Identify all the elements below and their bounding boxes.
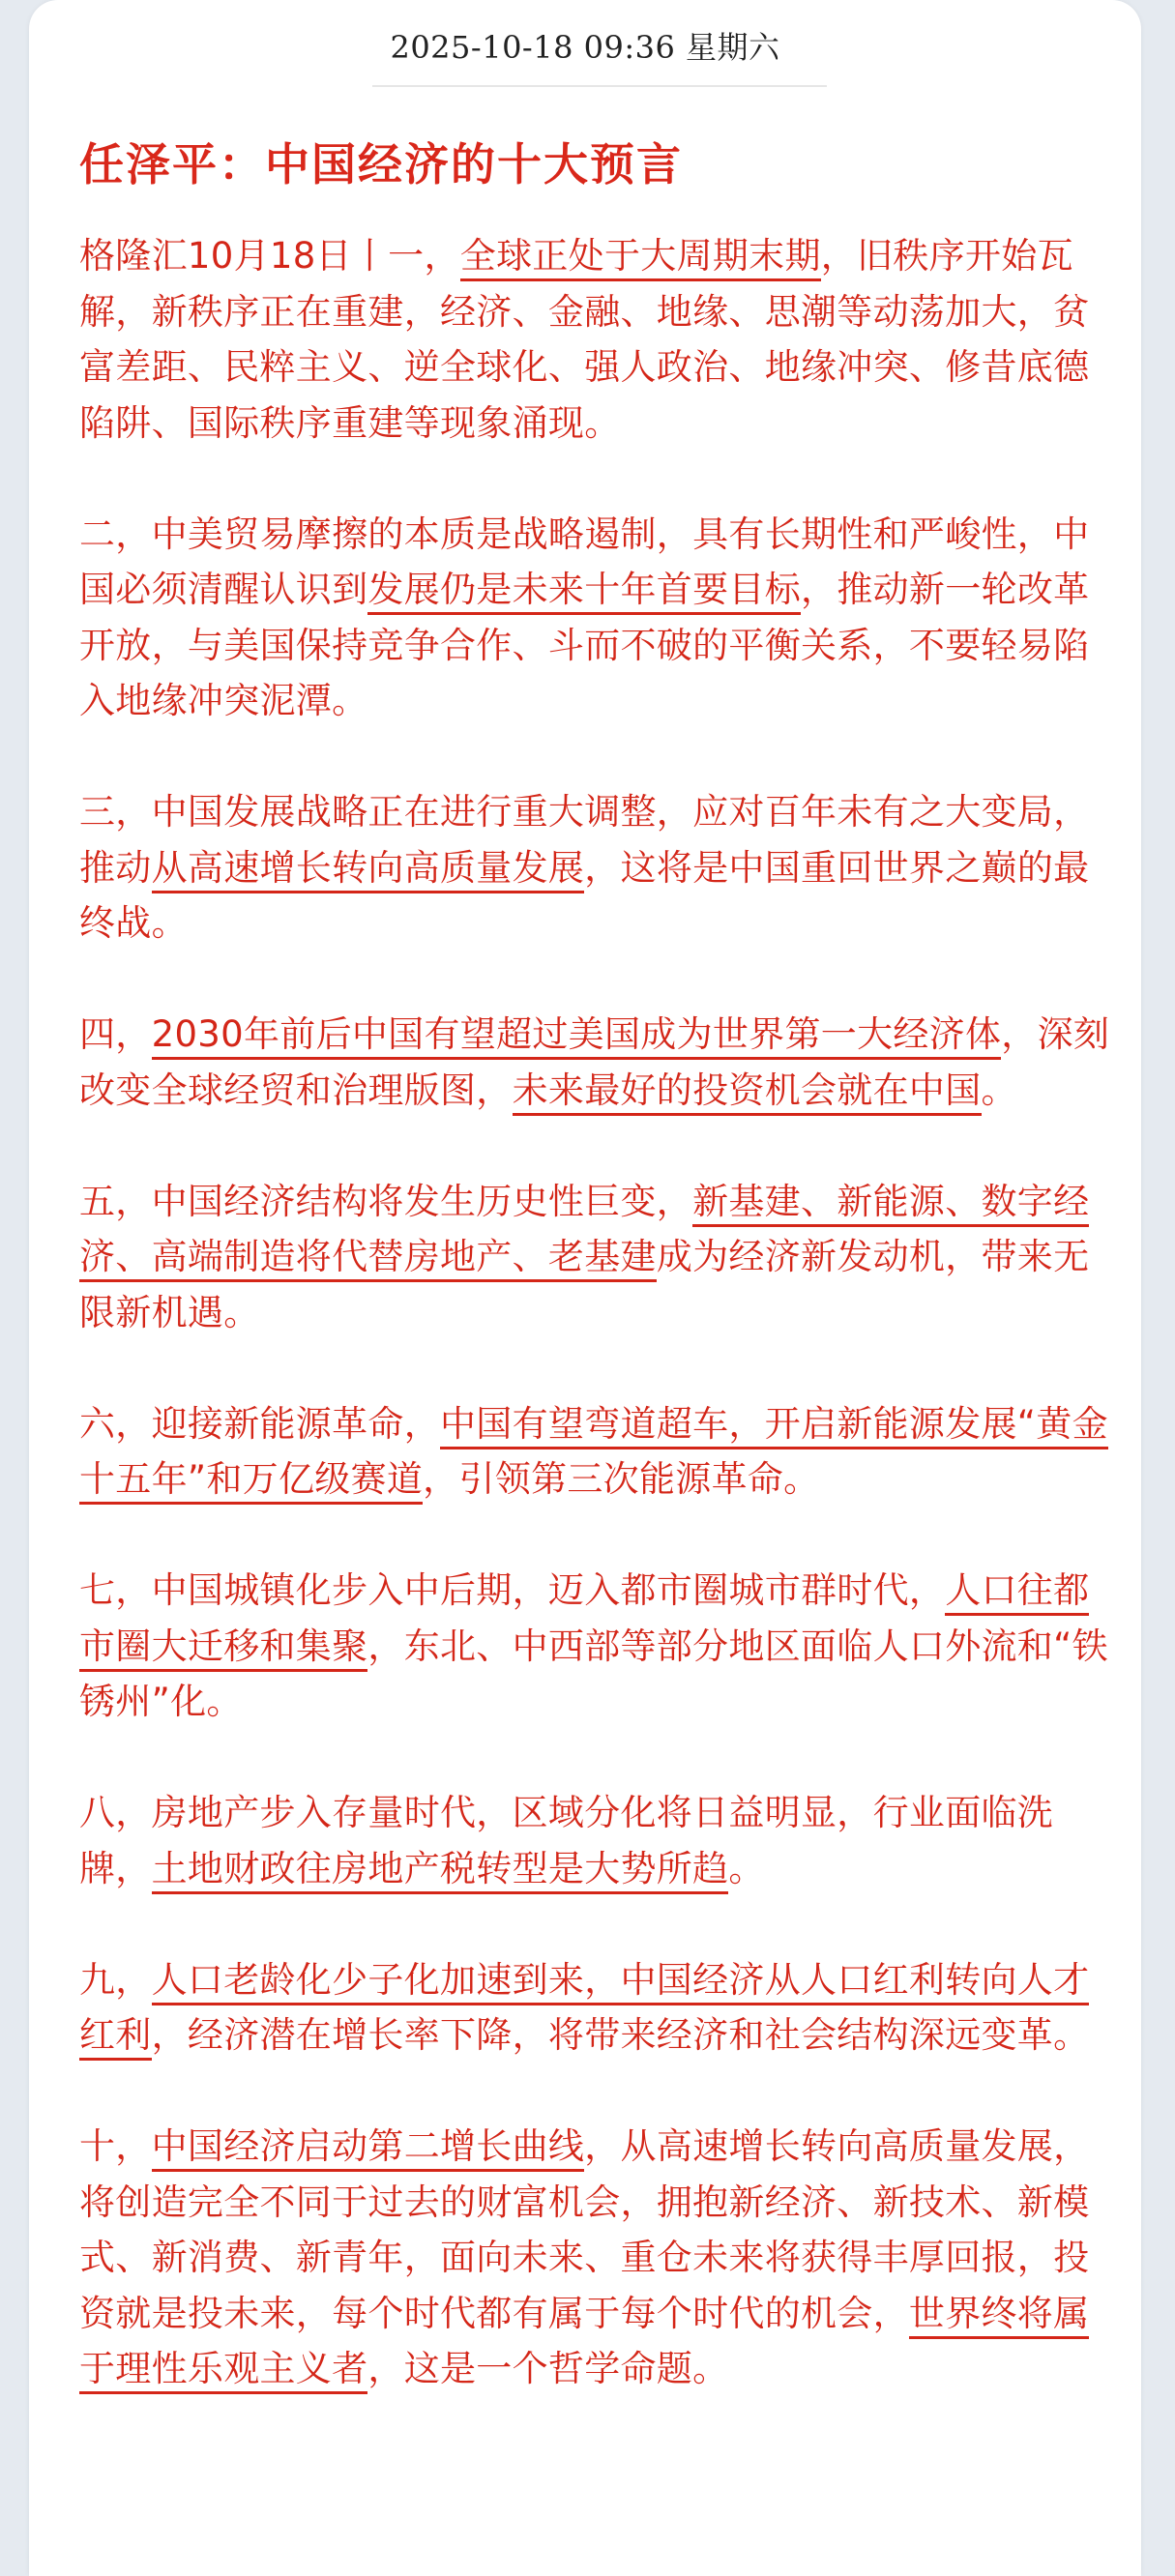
paragraph-text: 六，迎接新能源革命， <box>79 1402 440 1445</box>
paragraph-text: 成为经济新发动机，带来无限新机遇。 <box>79 1236 1090 1333</box>
highlighted-phrase: 从高速增长转向高质量发展 <box>152 847 585 893</box>
highlighted-phrase: 土地财政往房地产税转型是大势所趋 <box>152 1848 729 1894</box>
paragraph-5 <box>79 1174 1122 1341</box>
article-title: 任泽平：中国经济的十大预言 <box>79 138 683 190</box>
paragraph-9 <box>79 1952 1122 2064</box>
paragraph-text: 七，中国城镇化步入中后期，迈入都市圈城市群时代， <box>79 1569 946 1611</box>
paragraph-text: ，引领第三次能源革命。 <box>423 1458 820 1500</box>
paragraph-text: ，东北、中西部等部分地区面临人口外流和“铁锈州”化。 <box>79 1625 1108 1722</box>
paragraph-8 <box>79 1785 1122 1896</box>
paragraph-text: 格隆汇10月18日丨一， <box>79 235 460 277</box>
paragraph-text: ，深刻改变全球经贸和治理版图， <box>79 1013 1110 1111</box>
paragraph-text: 十， <box>79 2125 152 2167</box>
highlighted-phrase: 世界终将属于理性乐观主义者 <box>79 2293 1089 2395</box>
paragraph-text: 四， <box>79 1013 152 1055</box>
highlighted-phrase: 中国经济启动第二增长曲线 <box>152 2125 585 2172</box>
highlighted-phrase: 新基建、新能源、数字经济、高端制造将代替房地产、老基建 <box>79 1181 1089 1283</box>
paragraph-text: ，这是一个哲学命题。 <box>367 2348 729 2389</box>
paragraph-text: 。 <box>728 1847 765 1889</box>
paragraph-text: ，从高速增长转向高质量发展，将创造完全不同于过去的财富机会，拥抱新经济、新技术、新模式、新消费、新青年，面向未来、重仓未来将获得丰厚回报，投资就是投未来，每个时代都有属于每个时代的机会， <box>79 2125 1090 2334</box>
highlighted-phrase: 2030年前后中国有望超过美国成为世界第一大经济体 <box>152 1013 1002 1060</box>
paragraph-6 <box>79 1396 1122 1508</box>
paragraph-text: ，推动新一轮改革开放，与美国保持竞争合作、斗而不破的平衡关系，不要轻易陷入地缘冲突泥潭。 <box>79 569 1090 721</box>
paragraph-2 <box>79 507 1122 729</box>
paragraph-text: ，这将是中国重回世界之巅的最终战。 <box>79 846 1090 944</box>
article-card <box>29 0 1141 2576</box>
paragraph-1 <box>79 228 1122 451</box>
paragraph-text: ，旧秩序开始瓦解，新秩序正在重建，经济、金融、地缘、思潮等动荡加大，贫富差距、民粹主义、逆全球化、强人政治、地缘冲突、修昔底德陷阱、国际秩序重建等现象涌现。 <box>79 235 1090 444</box>
highlighted-phrase: 全球正处于大周期末期 <box>460 235 821 281</box>
highlighted-phrase: 未来最好的投资机会就在中国 <box>513 1069 982 1116</box>
highlighted-phrase: 人口老龄化少子化加速到来，中国经济从人口红利转向人才红利 <box>79 1959 1089 2062</box>
paragraph-7 <box>79 1563 1122 1730</box>
paragraph-text: 五，中国经济结构将发生历史性巨变， <box>79 1180 693 1222</box>
post-datetime: 2025-10-18 09:36 星期六 <box>390 29 780 66</box>
paragraph-text: 九， <box>79 1958 152 2001</box>
highlighted-phrase: 中国有望弯道超车，开启新能源发展“黄金十五年”和万亿级赛道 <box>79 1403 1108 1506</box>
paragraph-text: 三，中国发展战略正在进行重大调整，应对百年未有之大变局，推动 <box>79 791 1090 889</box>
paragraph-text: 二，中美贸易摩擦的本质是战略遏制，具有长期性和严峻性，中国必须清醒认识到 <box>79 512 1090 610</box>
highlighted-phrase: 人口往都市圈大迁移和集聚 <box>79 1569 1089 1672</box>
header-divider <box>372 85 827 87</box>
paragraph-text: ，经济潜在增长率下降，将带来经济和社会结构深远变革。 <box>151 2014 1090 2056</box>
paragraph-10 <box>79 2119 1122 2397</box>
paragraph-4 <box>79 1007 1122 1118</box>
highlighted-phrase: 发展仍是未来十年首要目标 <box>367 569 801 615</box>
paragraph-text: 。 <box>981 1068 1017 1111</box>
article-body <box>79 228 1122 2452</box>
paragraph-3 <box>79 784 1122 951</box>
paragraph-text: 八，房地产步入存量时代，区域分化将日益明显，行业面临洗牌， <box>79 1792 1054 1889</box>
